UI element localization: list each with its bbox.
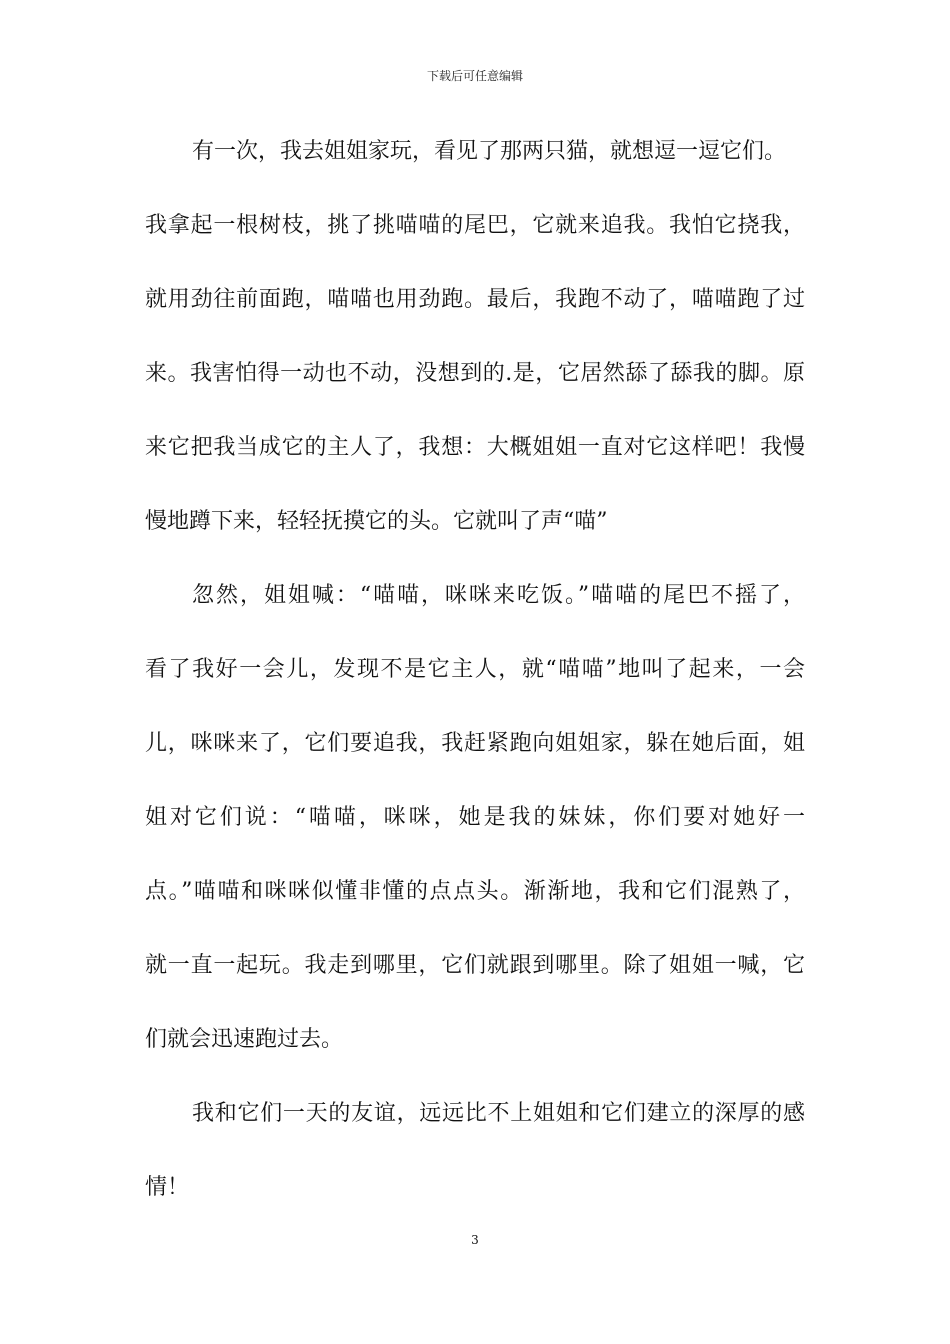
page-number: 3 — [471, 1233, 479, 1247]
paragraph-2-line-6: 就一直一起玩。我走到哪里，它们就跟到哪里。除了姐姐一喊，它 — [145, 953, 805, 978]
paragraph-2-line-5: 点。”喵喵和咪咪似懂非懂的点点头。渐渐地，我和它们混熟了， — [145, 879, 805, 904]
paragraph-3-line-1: 我和它们一天的友谊，远远比不上姐姐和它们建立的深厚的感 — [192, 1101, 805, 1126]
paragraph-2-line-7: 们就会迅速跑过去。 — [145, 1027, 344, 1052]
paragraph-1-line-3: 就用劲往前面跑，喵喵也用劲跑。最后，我跑不动了，喵喵跑了过 — [145, 287, 805, 312]
paragraph-2-line-3: 儿，咪咪来了，它们要追我，我赶紧跑向姐姐家，躲在她后面，姐 — [145, 731, 805, 756]
paragraph-2-line-1: 忽然，姐姐喊：“喵喵，咪咪来吃饭。”喵喵的尾巴不摇了， — [192, 583, 805, 608]
paragraph-1-line-6: 慢地蹲下来，轻轻抚摸它的头。它就叫了声“喵” — [145, 509, 608, 534]
paragraph-1-line-5: 来它把我当成它的主人了，我想：大概姐姐一直对它这样吧！我慢 — [145, 435, 805, 460]
paragraph-3-line-2: 情！ — [145, 1175, 190, 1200]
paragraph-2-line-4: 姐对它们说：“喵喵，咪咪，她是我的妹妹，你们要对她好一 — [145, 805, 805, 830]
paragraph-1-line-4: 来。我害怕得一动也不动，没想到的.是，它居然舔了舔我的脚。原 — [145, 361, 805, 386]
paragraph-1-line-1: 有一次，我去姐姐家玩，看见了那两只猫，就想逗一逗它们。 — [192, 139, 787, 164]
paragraph-2-line-2: 看了我好一会儿，发现不是它主人，就“喵喵”地叫了起来，一会 — [145, 657, 805, 682]
paragraph-1-line-2: 我拿起一根树枝，挑了挑喵喵的尾巴，它就来追我。我怕它挠我， — [145, 213, 805, 238]
page-header: 下载后可任意编辑 — [426, 69, 523, 83]
